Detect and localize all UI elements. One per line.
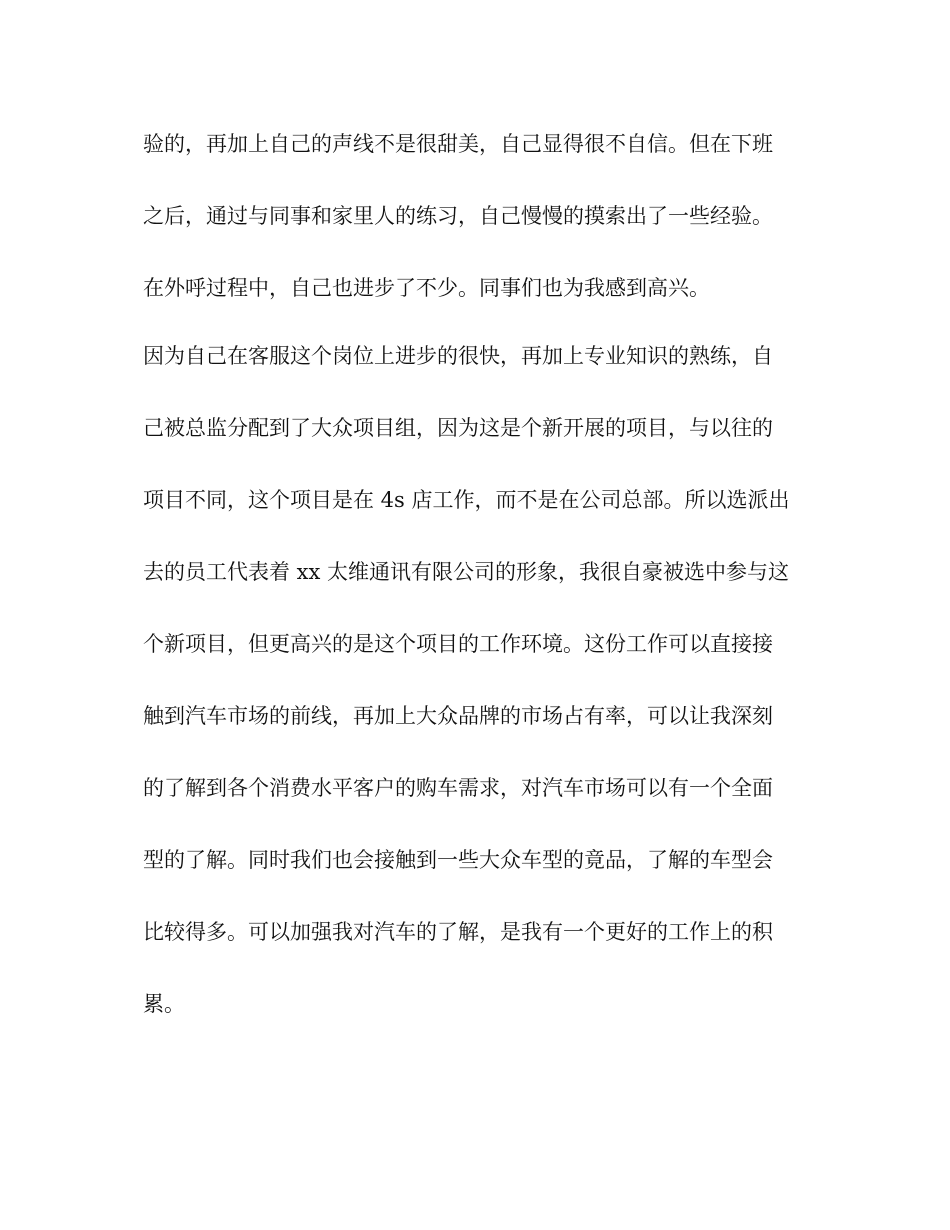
text-line: 之后，通过与同事和家里人的练习，自己慢慢的摸索出了一些经验。 bbox=[143, 204, 773, 228]
text-line: 己被总监分配到了大众项目组，因为这是个新开展的项目，与以往的 bbox=[143, 416, 773, 440]
paragraph-2 bbox=[143, 338, 823, 1058]
text-line: 在外呼过程中，自己也进步了不少。同事们也为我感到高兴。 bbox=[143, 276, 710, 300]
paragraph-1 bbox=[143, 126, 823, 322]
text-line: 触到汽车市场的前线，再加上大众品牌的市场占有率，可以让我深刻 bbox=[143, 704, 773, 728]
text-line: 的了解到各个消费水平客户的购车需求，对汽车市场可以有一个全面 bbox=[143, 776, 773, 800]
text-line: 型的了解。同时我们也会接触到一些大众车型的竟品，了解的车型会 bbox=[143, 848, 773, 872]
text-line: 累。 bbox=[143, 992, 185, 1016]
text-line: 验的，再加上自己的声线不是很甜美，自己显得很不自信。但在下班 bbox=[143, 132, 773, 156]
text-line: 比较得多。可以加强我对汽车的了解，是我有一个更好的工作上的积 bbox=[143, 920, 773, 944]
text-line: 项目不同，这个项目是在 4s 店工作，而不是在公司总部。所以选派出 bbox=[143, 488, 790, 512]
text-line: 因为自己在客服这个岗位上进步的很快，再加上专业知识的熟练，自 bbox=[143, 344, 773, 368]
text-line: 个新项目，但更高兴的是这个项目的工作环境。这份工作可以直接接 bbox=[143, 632, 773, 656]
text-line: 去的员工代表着 xx 太维通讯有限公司的形象，我很自豪被选中参与这 bbox=[143, 560, 790, 584]
